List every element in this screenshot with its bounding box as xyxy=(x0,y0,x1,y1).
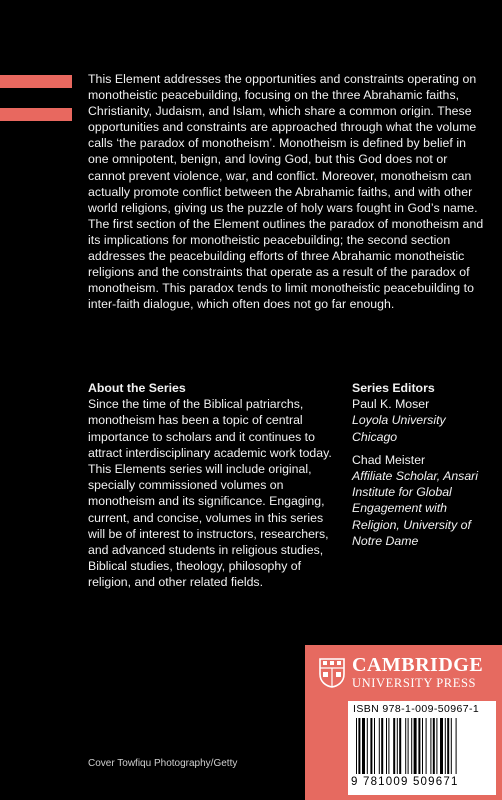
isbn-label: ISBN 978-1-009-50967-1 xyxy=(353,703,480,715)
publisher-press: UNIVERSITY PRESS xyxy=(352,676,477,690)
publisher-name: CAMBRIDGE xyxy=(352,654,484,676)
editor-entry xyxy=(352,396,492,445)
abstract-block xyxy=(88,71,486,312)
accent-bar-top xyxy=(0,75,72,88)
series-editors-title: Series Editors xyxy=(352,381,435,395)
barcode-number: 9 781009 509671 xyxy=(351,776,459,788)
editor-name: Chad Meister xyxy=(352,452,426,467)
abstract-text: This Element addresses the opportunities and constraints operating on monotheistic peacebuilding, focusing on the three Abrahamic faiths, Christianity, Judaism, and Islam, which share a common origin. These opportunities and constraints are approached through what the volume calls ‘the paradox of monotheism’. Monotheism is defined by belief in one omnipotent, benign, and loving God, but this God does not or cannot prevent violence, war, and conflict. Moreover, monotheism can actually promote conflict between the Abrahamic faiths, and with other world religions, giving us the puzzle of holy wars fought in God’s name. The first section of the Element outlines the paradox of monotheism and its implications for monotheistic peacebuilding; the second section addresses the peacebuilding efforts of three Abrahamic monotheistic religions and the constraints that operate as a result of the paradox of monotheism. This paradox tends to limit monotheistic peacebuilding to inter-faith dialogue, which often does not go far enough. xyxy=(88,72,484,312)
series-editors-block xyxy=(352,380,492,556)
cambridge-shield-icon xyxy=(319,658,345,688)
publisher-panel xyxy=(305,645,502,800)
editor-affiliation: Affiliate Scholar, Ansari Institute for Global Engagement with Religion, University of Notre Dame xyxy=(352,469,478,548)
editor-name: Paul K. Moser xyxy=(352,397,430,412)
editor-affiliation: Loyola University Chicago xyxy=(352,413,446,444)
isbn-barcode-box xyxy=(348,701,496,795)
about-series-text: Since the time of the Biblical patriarchs, monotheism has been a topic of central importance to scholars and it continues to attract interdisciplinary academic work today. This Elements series will include original, specially commissioned volumes on monotheism and its significance. Engaging, current, and concise, volumes in this series will be of interest to instructors, researchers, and advanced students in religious studies, Biblical studies, theology, philosophy of religion, and other related fields. xyxy=(88,397,332,590)
about-series-title: About the Series xyxy=(88,381,186,395)
about-series-block xyxy=(88,380,340,591)
editor-entry xyxy=(352,452,492,549)
cover-credit: Cover Towfiqu Photography/Getty xyxy=(88,758,238,769)
accent-bar-bottom xyxy=(0,108,72,121)
barcode xyxy=(356,718,488,774)
